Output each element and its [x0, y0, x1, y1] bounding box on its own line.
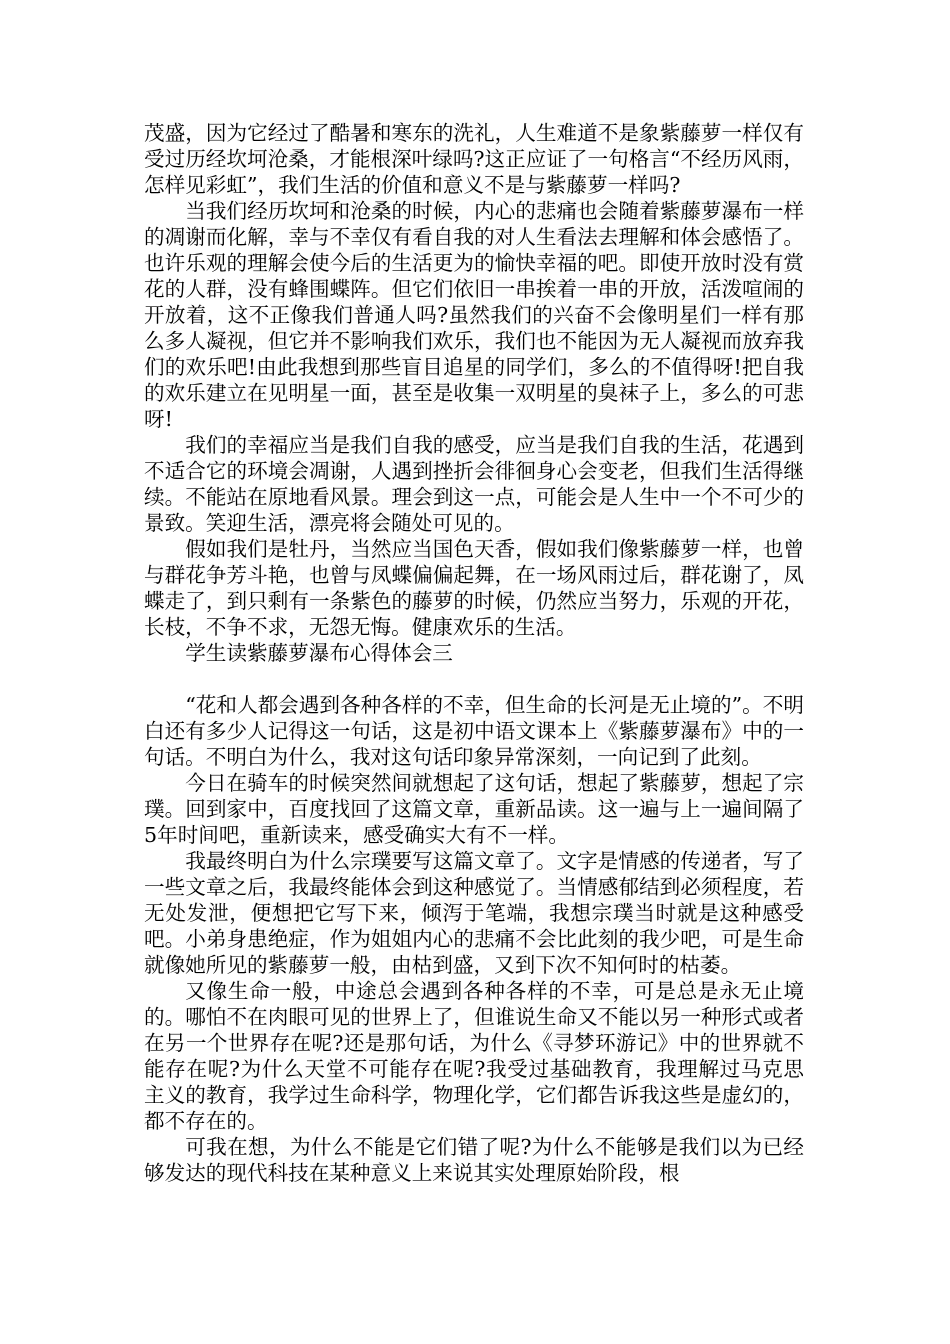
paragraph: “花和人都会遇到各种各样的不幸，但生命的长河是无止境的”。不明白还有多少人记得这一句话，这是初中语文课本上《紫藤萝瀑布》中的一句话。不明白为什么，我对这句话印象异常深刻，一向记到了此刻。 — [144, 693, 804, 769]
paragraph: 我们的幸福应当是我们自我的感受，应当是我们自我的生活，花遇到不适合它的环境会凋谢，人遇到挫折会徘徊身心会变老，但我们生活得继续。不能站在原地看风景。理会到这一点，可能会是人生中一个不可少的景致。笑迎生活，漂亮将会随处可见的。 — [144, 433, 804, 535]
document-page — [144, 120, 804, 1186]
paragraph-continuation: 茂盛，因为它经过了酷暑和寒东的洗礼，人生难道不是象紫藤萝一样仅有受过历经坎坷沧桑，才能根深叶绿吗?这正应证了一句格言“不经历风雨，怎样见彩虹”，我们生活的价值和意义不是与紫藤萝一样吗? — [144, 121, 804, 197]
blank-line — [144, 666, 804, 692]
paragraph: 可我在想，为什么不能是它们错了呢?为什么不能够是我们以为已经够发达的现代科技在某种意义上来说其实处理原始阶段，根 — [144, 1135, 804, 1185]
paragraph: 今日在骑车的时候突然间就想起了这句话，想起了紫藤萝，想起了宗璞。回到家中，百度找回了这篇文章，重新品读。这一遍与上一遍间隔了5年时间吧，重新读来，感受确实大有不一样。 — [144, 771, 804, 847]
paragraph: 假如我们是牡丹，当然应当国色天香，假如我们像紫藤萝一样，也曾与群花争芳斗艳，也曾与凤蝶偏偏起舞，在一场风雨过后，群花谢了，凤蝶走了，到只剩有一条紫色的藤萝的时候，仍然应当努力，乐观的开花，长枝，不争不求，无怨无悔。健康欢乐的生活。 — [144, 537, 804, 639]
section-heading: 学生读紫藤萝瀑布心得体会三 — [185, 641, 453, 665]
paragraph: 我最终明白为什么宗璞要写这篇文章了。文字是情感的传递者，写了一些文章之后，我最终能体会到这种感觉了。当情感郁结到必须程度，若无处发泄，便想把它写下来，倾泻于笔端，我想宗璞当时就是这种感受吧。小弟身患绝症，作为姐姐内心的悲痛不会比此刻的我少吧，可是生命就像她所见的紫藤萝一般，由枯到盛，又到下次不知何时的枯萎。 — [144, 849, 804, 977]
paragraph: 又像生命一般，中途总会遇到各种各样的不幸，可是总是永无止境的。哪怕不在肉眼可见的世界上了，但谁说生命又不能以另一种形式或者在另一个世界存在呢?还是那句话，为什么《寻梦环游记》中的世界就不能存在呢?为什么天堂不可能存在呢?我受过基础教育，我理解过马克思主义的教育，我学过生命科学，物理化学，它们都告诉我这些是虚幻的，都不存在的。 — [144, 979, 804, 1133]
paragraph: 当我们经历坎坷和沧桑的时候，内心的悲痛也会随着紫藤萝瀑布一样的凋谢而化解，幸与不幸仅有看自我的对人生看法去理解和体会感悟了。也许乐观的理解会使今后的生活更为的愉快幸福的吧。即使开放时没有赏花的人群，没有蜂围蝶阵。但它们依旧一串挨着一串的开放，活泼喧闹的开放着，这不正像我们普通人吗?虽然我们的兴奋不会像明星们一样有那么多人凝视，但它并不影响我们欢乐，我们也不能因为无人凝视而放弃我们的欢乐吧!由此我想到那些盲目追星的同学们，多么的不值得呀!把自我的欢乐建立在见明星一面，甚至是收集一双明星的臭袜子上，多么的可悲呀! — [144, 199, 804, 431]
